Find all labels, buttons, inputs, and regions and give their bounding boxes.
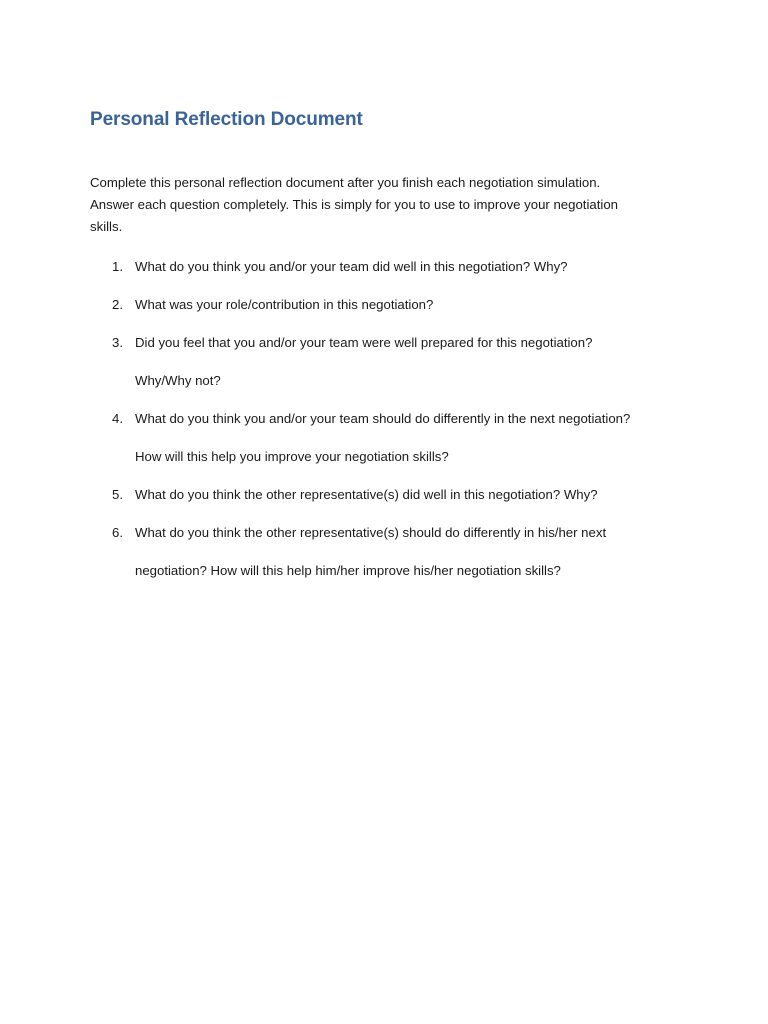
question-item-5 [90,476,690,514]
question-text: What do you think you and/or your team did well in this negotiation? Why? [135,259,568,274]
intro-line: skills. [90,218,123,234]
question-item-1 [90,248,690,286]
question-item-6 [90,514,690,590]
question-list [90,248,690,590]
question-number: 6. [112,525,123,540]
question-number: 2. [112,297,123,312]
question-text: What was your role/contribution in this negotiation? [135,297,434,312]
question-text: What do you think the other representative(s) did well in this negotiation? Why? [135,487,598,502]
question-number: 1. [112,259,123,274]
question-item-3 [90,324,690,400]
intro-line: Answer each question completely. This is simply for you to use to improve your negotiation [90,196,619,212]
question-item-2 [90,286,690,324]
intro-paragraph [90,172,670,237]
question-text: What do you think you and/or your team should do differently in the next negotiation? [135,411,631,426]
question-item-4 [90,400,690,476]
question-text: Did you feel that you and/or your team were well prepared for this negotiation? [135,335,593,350]
question-number: 3. [112,335,123,350]
document-title: Personal Reflection Document [90,109,363,130]
question-text-continued: How will this help you improve your negotiation skills? [135,449,449,464]
question-number: 5. [112,487,123,502]
question-number: 4. [112,411,123,426]
question-text-continued: Why/Why not? [135,373,221,388]
question-text-continued: negotiation? How will this help him/her improve his/her negotiation skills? [135,563,561,578]
intro-line: Complete this personal reflection document after you finish each negotiation simulation. [90,175,601,190]
question-text: What do you think the other representative(s) should do differently in his/her next [135,525,607,540]
